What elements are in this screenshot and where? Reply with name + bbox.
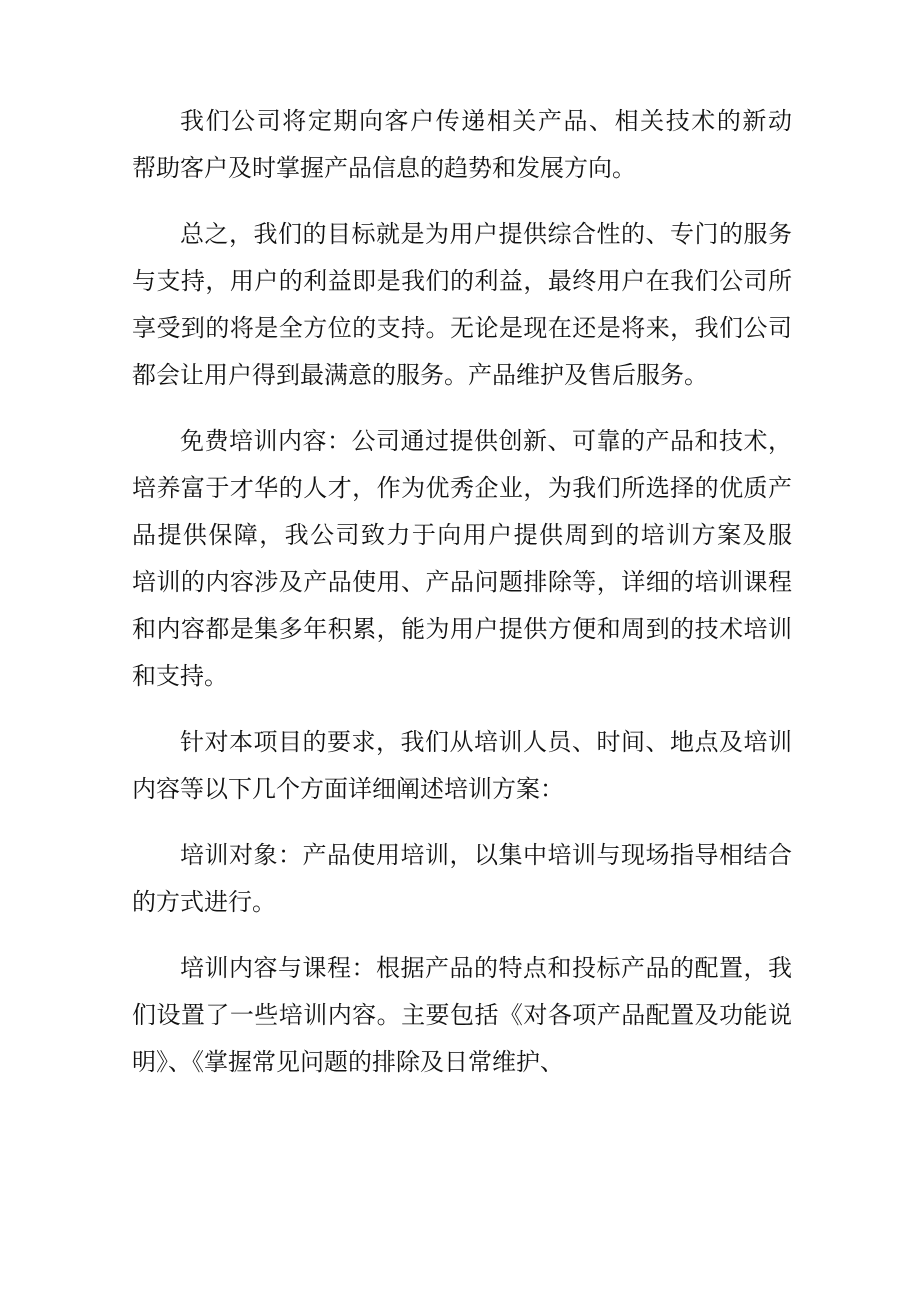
document-body bbox=[132, 98, 792, 1086]
text-line: 享受到的将是全方位的支持。无论是现在还是将来，我们公司 bbox=[132, 314, 792, 342]
text-line: 针对本项目的要求，我们从培训人员、时间、地点及培训 bbox=[180, 728, 792, 756]
paragraph-project-requirements bbox=[132, 719, 792, 813]
text-line: 培训的内容涉及产品使用、产品问题排除等，详细的培训课程 bbox=[132, 568, 792, 596]
text-line: 和支持。 bbox=[132, 662, 228, 690]
text-line: 都会让用户得到最满意的服务。产品维护及售后服务。 bbox=[132, 361, 708, 389]
paragraph-service-summary bbox=[132, 211, 792, 399]
paragraph-customer-updates bbox=[132, 98, 792, 192]
text-line: 培养富于才华的人才，作为优秀企业，为我们所选择的优质产 bbox=[132, 474, 792, 502]
text-line: 的方式进行。 bbox=[132, 888, 276, 916]
text-line: 培训内容与课程：根据产品的特点和投标产品的配置，我 bbox=[180, 954, 792, 982]
text-line: 免费培训内容：公司通过提供创新、可靠的产品和技术， bbox=[180, 427, 792, 455]
text-line: 内容等以下几个方面详细阐述培训方案： bbox=[132, 775, 564, 803]
paragraph-free-training bbox=[132, 418, 792, 700]
text-line: 与支持，用户的利益即是我们的利益，最终用户在我们公司所 bbox=[132, 267, 792, 295]
text-line: 我们公司将定期向客户传递相关产品、相关技术的新动 bbox=[180, 107, 792, 135]
text-line: 帮助客户及时掌握产品信息的趋势和发展方向。 bbox=[132, 154, 636, 182]
text-line: 培训对象：产品使用培训，以集中培训与现场指导相结合 bbox=[180, 841, 792, 869]
text-line: 们设置了一些培训内容。主要包括《对各项产品配置及功能说 bbox=[132, 1001, 792, 1029]
text-line: 总之，我们的目标就是为用户提供综合性的、专门的服务 bbox=[180, 220, 792, 248]
text-line: 品提供保障，我公司致力于向用户提供周到的培训方案及服 bbox=[132, 521, 792, 549]
text-line: 明》、《掌握常见问题的排除及日常维护、 bbox=[132, 1048, 564, 1076]
paragraph-training-audience bbox=[132, 832, 792, 926]
paragraph-training-content bbox=[132, 945, 792, 1086]
text-line: 和内容都是集多年积累，能为用户提供方便和周到的技术培训 bbox=[132, 615, 792, 643]
